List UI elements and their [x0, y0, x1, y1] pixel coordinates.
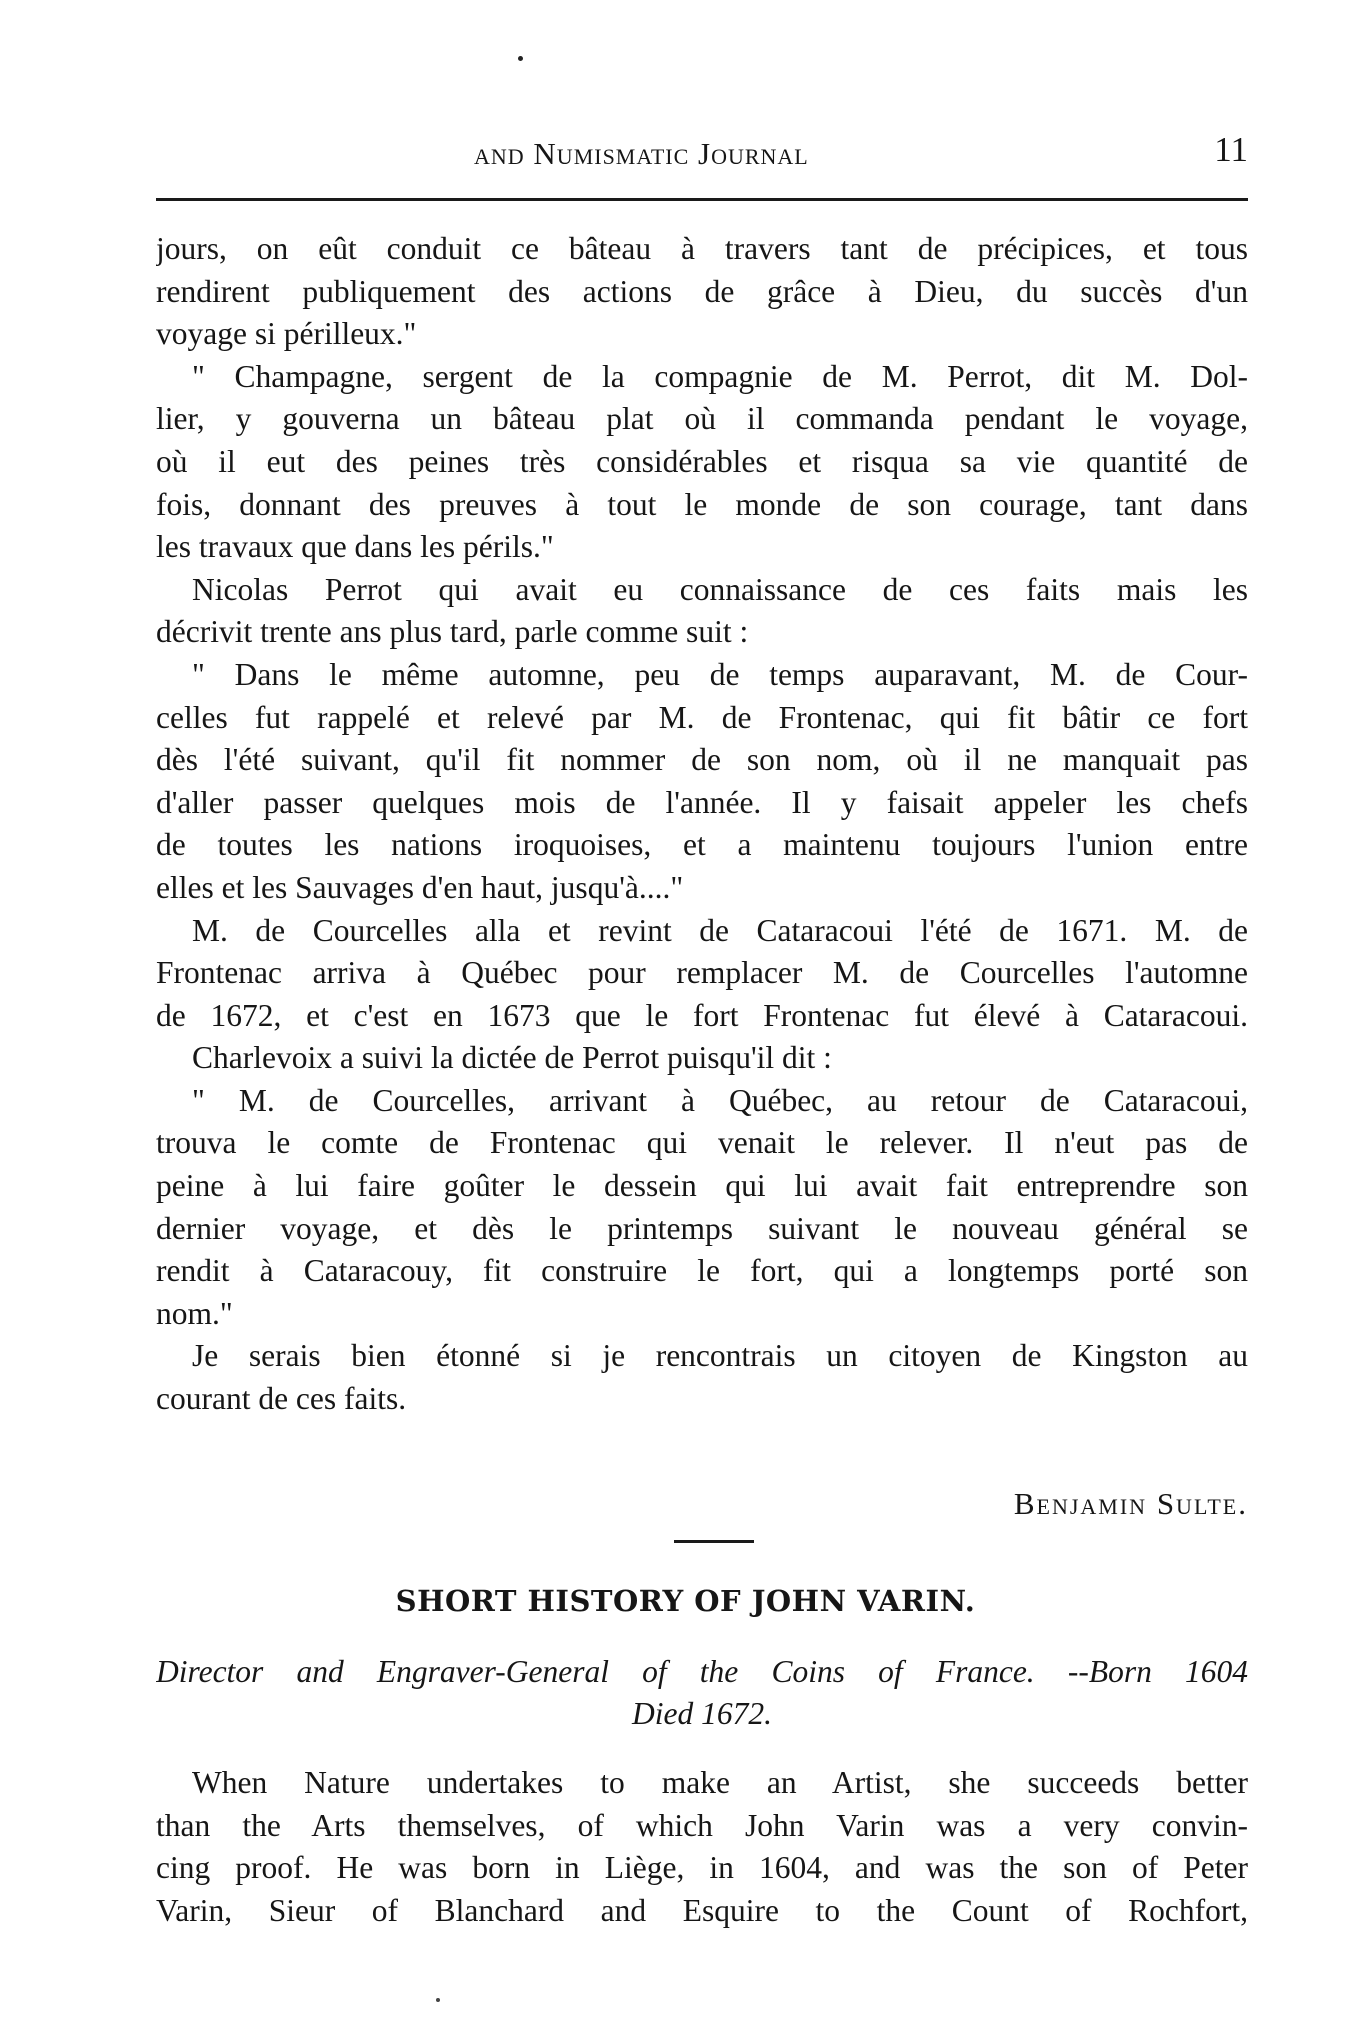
body-text-bottom	[156, 1762, 1248, 1932]
text-line: M. de Courcelles alla et revint de Cataracoui l'été de 1671. M. de	[192, 912, 1248, 948]
subtitle-line: Director and Engraver-General of the Coins of France. --Born 1604	[156, 1654, 1248, 1689]
text-line: fois, donnant des preuves à tout le monde de son courage, tant dans	[156, 486, 1248, 522]
text-line: When Nature undertakes to make an Artist, she succeeds better	[192, 1765, 1248, 1800]
text-line: décrivit trente ans plus tard, parle comme suit :	[156, 614, 749, 650]
body-text-top	[156, 228, 1248, 1421]
text-line: nom."	[156, 1295, 233, 1331]
text-line: " Dans le même automne, peu de temps auparavant, M. de Cour-	[192, 656, 1248, 692]
running-header-title: and Numismatic Journal	[474, 136, 809, 171]
printer-mark-dot	[436, 1998, 440, 2002]
text-line: than the Arts themselves, of which John Varin was a very convin-	[156, 1807, 1248, 1843]
text-line: jours, on eût conduit ce bâteau à travers tant de précipices, et tous	[156, 231, 1248, 266]
text-line: Je serais bien étonné si je rencontrais un citoyen de Kingston au	[192, 1338, 1248, 1374]
text-line: rendirent publiquement des actions de grâce à Dieu, du succès d'un	[156, 273, 1248, 309]
text-line: les travaux que dans les périls."	[156, 529, 554, 565]
text-line: peine à lui faire goûter le dessein qui lui avait fait entreprendre son	[156, 1168, 1248, 1204]
text-line: " Champagne, sergent de la compagnie de M. Perrot, dit M. Dol-	[192, 358, 1248, 394]
section-divider	[674, 1540, 754, 1543]
text-line: dernier voyage, et dès le printemps suivant le nouveau général se	[156, 1210, 1248, 1246]
text-line: Varin, Sieur of Blanchard and Esquire to the Count of Rochfort,	[156, 1892, 1248, 1928]
author-signature: Benjamin Sulte.	[1013, 1486, 1248, 1521]
text-line: Frontenac arriva à Québec pour remplacer M. de Courcelles l'automne	[156, 955, 1248, 991]
text-line: courant de ces faits.	[156, 1381, 407, 1417]
text-line: celles fut rappelé et relevé par M. de Frontenac, qui fit bâtir ce fort	[156, 699, 1248, 735]
page-number: 11	[1214, 130, 1248, 169]
text-line: dès l'été suivant, qu'il fit nommer de son nom, où il ne manquait pas	[156, 742, 1248, 778]
text-line: voyage si périlleux."	[156, 316, 417, 352]
section-subtitle	[156, 1654, 1248, 1732]
running-header	[156, 130, 1248, 180]
text-line: lier, y gouverna un bâteau plat où il commanda pendant le voyage,	[156, 401, 1248, 437]
text-line: rendit à Cataracouy, fit construire le fort, qui a longtemps porté son	[156, 1253, 1248, 1289]
text-line: de 1672, et c'est en 1673 que le fort Frontenac fut élevé à Cataracoui.	[156, 997, 1248, 1033]
section-title: SHORT HISTORY OF JOHN VARIN.	[395, 1584, 976, 1618]
text-line: d'aller passer quelques mois de l'année. Il y faisait appeler les chefs	[156, 784, 1248, 820]
text-line: Nicolas Perrot qui avait eu connaissance de ces faits mais les	[192, 571, 1248, 607]
text-line: où il eut des peines très considérables et risqua sa vie quantité de	[156, 443, 1248, 479]
text-line: elles et les Sauvages d'en haut, jusqu'à...."	[156, 869, 684, 905]
printer-mark-dot	[518, 56, 523, 61]
text-line: de toutes les nations iroquoises, et a maintenu toujours l'union entre	[156, 827, 1248, 863]
text-line: cing proof. He was born in Liège, in 1604, and was the son of Peter	[156, 1850, 1248, 1886]
text-line: " M. de Courcelles, arrivant à Québec, au retour de Cataracoui,	[192, 1082, 1248, 1118]
subtitle-line: Died 1672.	[632, 1696, 772, 1731]
text-line: trouva le comte de Frontenac qui venait le relever. Il n'eut pas de	[156, 1125, 1248, 1161]
text-line: Charlevoix a suivi la dictée de Perrot puisqu'il dit :	[192, 1040, 832, 1076]
header-rule	[156, 198, 1248, 201]
